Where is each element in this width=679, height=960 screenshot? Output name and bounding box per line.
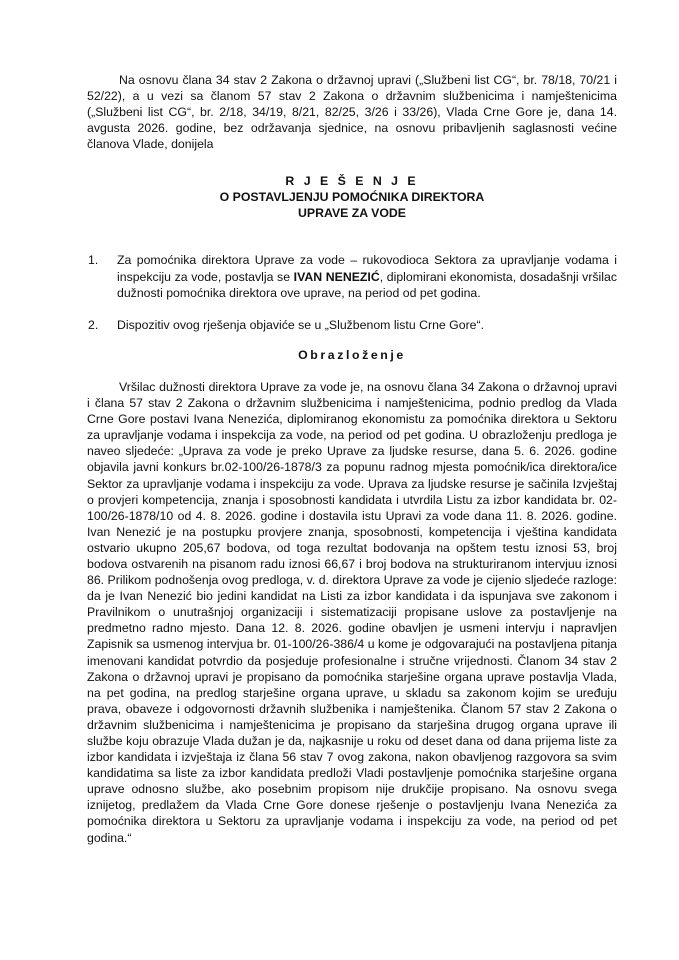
- disposition-item-1: [87, 252, 617, 300]
- item-text: Dispozitiv ovog rješenja objaviće se u „Službenom listu Crne Gore“.: [117, 317, 485, 332]
- item-text-before: Za pomoćnika direktora Uprave za vode – rukovodioca Sektora za upravljanje vodama i inspekciju za vode, postavlja se: [117, 253, 617, 284]
- decision-subtitle-line-1: O POSTAVLJENJU POMOĆNIKA DIREKTORA: [219, 190, 485, 205]
- reasoning-paragraph: Vršilac dužnosti direktora Uprave za vode je, na osnovu člana 34 Zakona o državnoj upravi i člana 57 stav 2 Zakona o državnim službenicima i namještenicima, podnio predlog da Vlada Crne Gore postavi Ivana Nenezića, diplomiranog ekonomistu za pomoćnika direktora u Sektoru za upravljanje vodama i inspekcija za vode, na period od pet godina. U obrazloženju predloga je naveo sljedeće: „Uprava za vode je preko Uprave za ljudske resurse, dana 5. 6. 2026. godine objavila javni konkurs br.02-100/26-1878/3 za popunu radnog mjesta pomoćnik/ica direktora/ice Sektor za upravljanje vodama i inspekciju za vode. Uprava za ljudske resurse je sačinila Izvještaj o provjeri kompetencija, znanja i sposobnosti kandidata i utvrdila Listu za izbor kandidata br. 02-100/26-1878/10 od 4. 8. 2026. godine i dostavila istu Upravi za vode dana 11. 8. 2026. godine. Ivan Nenezić je na postupku provjere znanja, sposobnosti, kompetencija i vještina kandidata ostvario ukupno 205,67 bodova, od toga rezultat bodovanja na opštem testu iznosi 53, broj bodova ostvarenih na pisanom radu iznosi 66,67 i broj bodova na strukturiranom intervjuu iznosi 86. Prilikom podnošenja ovog predloga, v. d. direktora Uprave za vode je cijenio sljedeće razloge: da je Ivan Nenezić bio jedini kandidat na Listi za izbor kandidata i da ispunjava sve zakonom i Pravilnikom o unutrašnjoj organizaciji i sistematizaciji propisane uslove za postavljenje na predmetno radno mjesto. Dana 12. 8. 2026. godine obavljen je usmeni intervju i napravljen Zapisnik sa usmenog intervjua br. 01-100/26-386/4 u kome je odgovarajući na postavljena pitanja imenovani kandidat potvrdio da posjeduje profesionalne i stručne vrijednosti. Članom 34 stav 2 Zakona o državnoj upravi je propisano da pomoćnika starješine organa uprave postavlja Vlada, na pet godina, na predlog starješine organa uprave, u skladu sa zakonom kojim se uređuju prava, obaveze i odgovornosti državnih službenika i namještenika. Članom 57 stav 2 Zakona o državnim službenicima i namještenicima je propisano da starješina drugog organa uprave ili službe koju obrazuje Vlada dužan je da, najkasnije u roku od deset dana od dana prijema liste za izbor kandidata i izvještaja iz člana 56 stav 7 ovog zakona, nakon obavljenog razgovora sa svim kandidatima sa liste za izbor kandidata predloži Vladi postavljenje pomoćnika starješine organa uprave odnosno službe, ako posebnim propisom nije drukčije propisano. Na osnovu svega iznijetog, predlažem da Vlada Crne Gore donese rješenje o postavljenju Ivana Nenezića za pomoćnika direktora u Sektoru za upravljanje vodama i inspekciju za vode, na period od pet godina.“: [87, 379, 617, 845]
- decision-subtitle-line-2: UPRAVE ZA VODE: [298, 206, 406, 221]
- disposition-list: [87, 252, 617, 332]
- appointee-name: IVAN NENEZIĆ: [293, 269, 380, 284]
- decision-title: R J E Š E N J E: [285, 174, 419, 189]
- item-number: 1.: [88, 253, 99, 268]
- decision-heading: [87, 173, 617, 221]
- disposition-item-2: [87, 317, 617, 333]
- item-number: 2.: [88, 317, 99, 332]
- item-text-after: , diplomirani ekonomista, dosadašnji vršilac dužnosti pomoćnika direktora ove uprave, na period od pet godina.: [117, 269, 618, 300]
- reasoning-heading: Obrazloženje: [298, 347, 406, 362]
- intro-paragraph: Na osnovu člana 34 stav 2 Zakona o državnoj upravi („Službeni list CG“, br. 78/18, 70/21 i 52/22), a u vezi sa članom 57 stav 2 Zakona o državnim službenicima i namještenicima („Službeni list CG“, br. 2/18, 34/19, 8/21, 82/25, 3/26 i 33/26), Vlada Crne Gore je, dana 14. avgusta 2026. godine, bez održavanja sjednice, na osnovu pribavljenih saglasnosti većine članova Vlade, donijela: [87, 73, 617, 152]
